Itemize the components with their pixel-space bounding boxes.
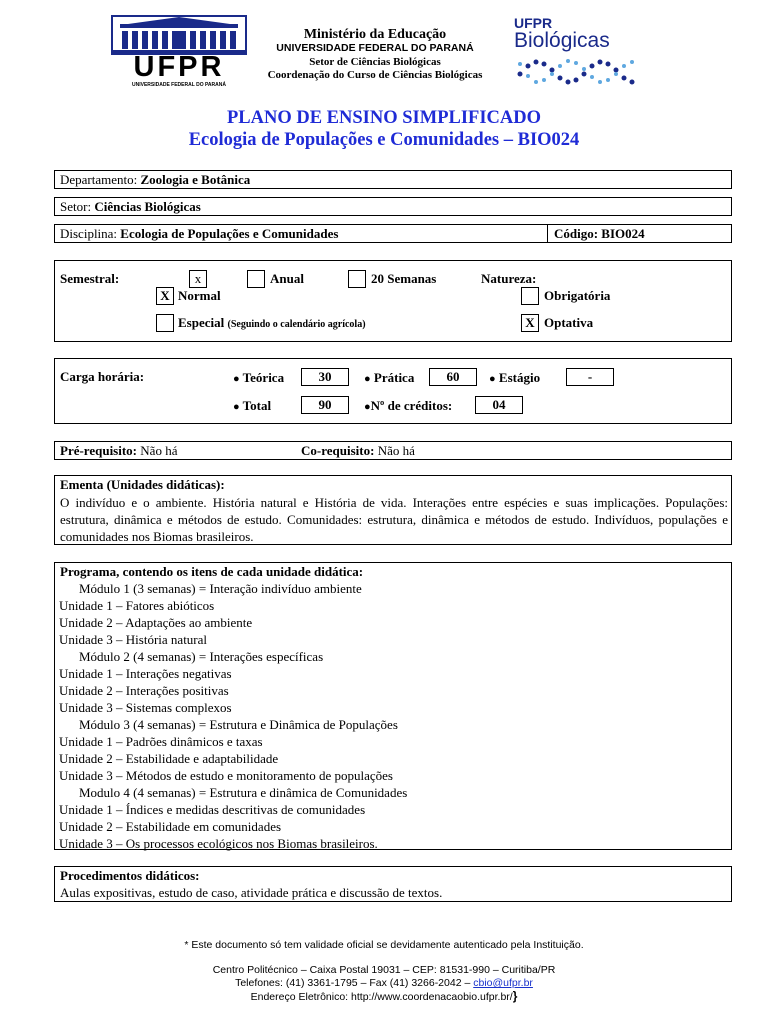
email-link[interactable]: cbio@ufpr.br	[473, 977, 533, 989]
requisitos-row	[54, 441, 732, 460]
module-title: Módulo 1 (3 semanas) = Interação indivíduo ambiente	[79, 581, 362, 596]
obrigatoria-label: Obrigatória	[544, 288, 611, 303]
normal-label: Normal	[178, 288, 221, 303]
carga-section	[54, 358, 732, 424]
procedimentos-text: Aulas expositivas, estudo de caso, atividade prática e discussão de textos.	[60, 885, 443, 900]
total-bullet: ●	[233, 401, 240, 413]
total-label: Total	[242, 398, 272, 413]
title-line-2: Ecologia de Populações e Comunidades – BIO024	[188, 130, 580, 150]
pre-requisito-value: Não há	[140, 443, 178, 458]
ministry-name: Ministério da Educação	[303, 27, 447, 42]
biologicas-logo-main: Biológicas	[514, 29, 610, 52]
especial-note: (Seguindo o calendário agrícola)	[227, 319, 366, 330]
unit-item: Unidade 2 – Estabilidade e adaptabilidade	[59, 751, 279, 766]
optativa-checkbox[interactable]: X	[521, 314, 539, 332]
pratica-bullet: ●	[364, 373, 371, 385]
unit-item: Unidade 3 – Sistemas complexos	[59, 700, 232, 715]
sector-row	[54, 197, 732, 216]
anual-checkbox[interactable]	[247, 270, 265, 288]
validity-note: * Este documento só tem validade oficial se devidamente autenticado pela Instituição.	[184, 939, 584, 951]
unit-item: Unidade 1 – Índices e medidas descritivas de comunidades	[59, 802, 366, 817]
biologicas-logo	[514, 16, 644, 90]
unit-item: Unidade 1 – Interações negativas	[59, 666, 232, 681]
20-semanas-label: 20 Semanas	[371, 271, 437, 286]
obrigatoria-checkbox[interactable]	[521, 287, 539, 305]
creditos-label: Nº de créditos:	[370, 398, 453, 413]
unit-item: Unidade 3 – Os processos ecológicos nos Biomas brasileiros.	[59, 836, 378, 851]
unit-item: Unidade 3 – História natural	[59, 632, 208, 647]
co-requisito-value: Não há	[377, 443, 415, 458]
semestral-label: Semestral:	[60, 271, 120, 286]
ufpr-logo	[108, 14, 250, 90]
anual-label: Anual	[270, 271, 304, 286]
unit-item: Unidade 1 – Padrões dinâmicos e taxas	[59, 734, 263, 749]
procedimentos-heading: Procedimentos didáticos:	[60, 868, 200, 883]
ementa-section	[54, 475, 732, 545]
sector-value: Ciências Biológicas	[94, 199, 201, 214]
biologicas-logo-top: UFPR	[514, 15, 553, 31]
unit-item: Unidade 2 – Estabilidade em comunidades	[59, 819, 282, 834]
module-title: Modulo 4 (4 semanas) = Estrutura e dinâmica de Comunidades	[79, 785, 408, 800]
module-title: Módulo 3 (4 semanas) = Estrutura e Dinâmica de Populações	[79, 717, 398, 732]
teorica-bullet: ●	[233, 373, 240, 385]
code-divider	[547, 225, 548, 242]
total-value[interactable]: 90	[301, 396, 349, 414]
department-row	[54, 170, 732, 189]
unit-item: Unidade 3 – Métodos de estudo e monitoramento de populações	[59, 768, 393, 783]
ementa-heading: Ementa (Unidades didáticas):	[60, 477, 225, 492]
estagio-value[interactable]: -	[566, 368, 614, 386]
modality-section	[54, 260, 732, 342]
department-label: Departamento:	[60, 172, 138, 187]
20-semanas-checkbox[interactable]	[348, 270, 366, 288]
programa-heading: Programa, contendo os itens de cada unidade didática:	[60, 564, 364, 579]
estagio-bullet: ●	[489, 373, 496, 385]
title-line-1: PLANO DE ENSINO SIMPLIFICADO	[226, 108, 542, 128]
document-title	[0, 107, 768, 151]
ufpr-logo-text: UFPR	[133, 51, 225, 83]
discipline-label: Disciplina:	[60, 226, 118, 241]
institution-block	[240, 27, 510, 82]
university-name: UNIVERSIDADE FEDERAL DO PARANÁ	[276, 42, 474, 54]
pratica-label: Prática	[373, 370, 415, 385]
creditos-bullet: ●	[364, 401, 371, 413]
teorica-label: Teórica	[242, 370, 285, 385]
estagio-label: Estágio	[498, 370, 541, 385]
address: Centro Politécnico – Caixa Postal 19031 – CEP: 81531-990 – Curitiba/PR	[212, 964, 556, 976]
unit-item: Unidade 2 – Interações positivas	[59, 683, 229, 698]
unit-item: Unidade 1 – Fatores abióticos	[59, 598, 215, 613]
sector-label: Setor:	[60, 199, 92, 214]
creditos-value[interactable]: 04	[475, 396, 523, 414]
website[interactable]: Endereço Eletrônico: http://www.coordenacaobio.ufpr.br/	[250, 991, 513, 1003]
pre-requisito-label: Pré-requisito:	[60, 443, 138, 458]
semestral-checkbox[interactable]: x	[189, 270, 207, 288]
pratica-value[interactable]: 60	[429, 368, 477, 386]
ementa-text: O indivíduo e o ambiente. História natural e História de vida. Interações entre espécies e suas implicações. Populações: estrutura, dinâmica e métodos de estudo. Comunidades: estrutura, dinâmica e métodos de estudo. Indivíduos, populações e comunidades nos Biomas brasileiros.	[60, 495, 728, 544]
teorica-value[interactable]: 30	[301, 368, 349, 386]
unit-item: Unidade 2 – Adaptações ao ambiente	[59, 615, 253, 630]
phones: Telefones: (41) 3361-1795 – Fax (41) 3266-2042 –	[235, 977, 474, 989]
natureza-label: Natureza:	[481, 271, 537, 286]
module-title: Módulo 2 (4 semanas) = Interações específicas	[79, 649, 324, 664]
optativa-label: Optativa	[544, 315, 594, 330]
footer	[0, 938, 768, 1004]
especial-checkbox[interactable]	[156, 314, 174, 332]
department-value: Zoologia e Botânica	[140, 172, 251, 187]
carga-label: Carga horária:	[60, 369, 145, 384]
procedimentos-section	[54, 866, 732, 902]
dna-helix-icon	[514, 54, 644, 90]
discipline-value: Ecologia de Populações e Comunidades	[120, 226, 339, 241]
discipline-row	[54, 224, 732, 243]
ufpr-logo-subtitle: UNIVERSIDADE FEDERAL DO PARANÁ	[132, 82, 226, 88]
code-label: Código: BIO024	[554, 226, 645, 241]
sector-name: Setor de Ciências Biológicas	[309, 56, 441, 68]
co-requisito-label: Co-requisito:	[301, 443, 375, 458]
especial-label: Especial	[178, 315, 225, 330]
normal-checkbox[interactable]: X	[156, 287, 174, 305]
closing-brace: }	[512, 989, 518, 1003]
coordination-name: Coordenação do Curso de Ciências Biológicas	[267, 69, 483, 81]
